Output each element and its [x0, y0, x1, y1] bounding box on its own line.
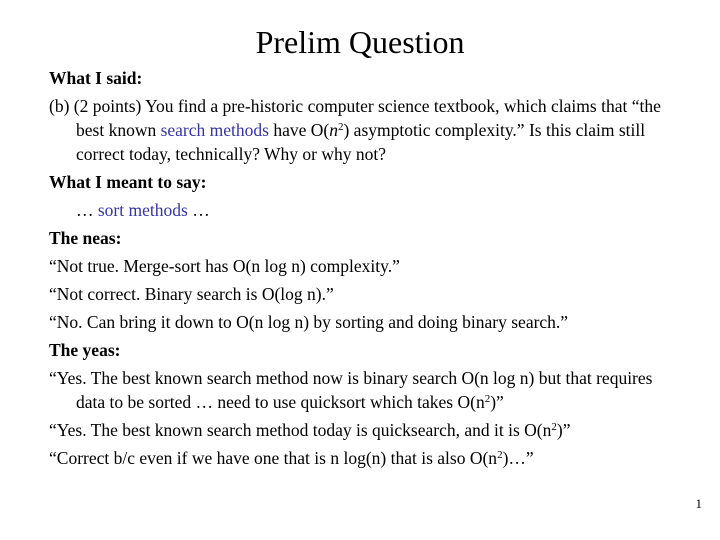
yea-text: “Correct b/c even if we have one that is n log(n) that is also O(n — [49, 448, 498, 468]
question-n: n — [329, 120, 338, 140]
slide-title: Prelim Question — [255, 24, 465, 60]
meant-text — [49, 198, 679, 222]
meant-highlight: sort methods — [97, 200, 188, 220]
yea-text: “Yes. The best known search method today is quicksearch, and it is O(n — [49, 420, 552, 440]
question-part2: have O( — [268, 120, 330, 140]
yea-answer — [49, 446, 679, 470]
nea-answer: “Not correct. Binary search is O(log n).” — [49, 284, 334, 304]
question-exponent: 2 — [337, 121, 344, 133]
yea-exponent: 2 — [497, 449, 503, 461]
said-heading: What I said: — [49, 68, 143, 88]
yea-answer — [49, 418, 679, 442]
question-highlight: search methods — [160, 120, 269, 140]
nea-answer: “No. Can bring it down to O(n log n) by sorting and doing binary search.” — [49, 312, 569, 332]
yea-text: “Yes. The best known search method now is binary search O(n log n) but that requires data to be sorted … need to use quicksort which takes O(n — [49, 368, 653, 412]
yeas-heading: The yeas: — [49, 340, 121, 360]
yea-answer — [49, 366, 679, 414]
yea-tail: )…” — [502, 448, 534, 468]
question-text — [49, 94, 679, 166]
slide-body — [49, 66, 679, 470]
nea-answer: “Not true. Merge-sort has O(n log n) complexity.” — [49, 256, 400, 276]
yea-exponent: 2 — [551, 421, 557, 433]
meant-heading: What I meant to say: — [49, 172, 207, 192]
question-part1: (b) (2 points) You find a pre-historic computer science textbook, which claims that “the best known — [49, 96, 661, 140]
page-number: 1 — [695, 496, 702, 511]
yea-tail: )” — [490, 392, 504, 412]
yea-exponent: 2 — [484, 393, 491, 405]
yea-tail: )” — [556, 420, 571, 440]
neas-heading: The neas: — [49, 228, 122, 248]
meant-post: … — [187, 200, 210, 220]
question-part3: ) asymptotic complexity.” Is this claim still correct today, technically? Why or why not? — [76, 120, 646, 164]
meant-pre: … — [76, 200, 98, 220]
